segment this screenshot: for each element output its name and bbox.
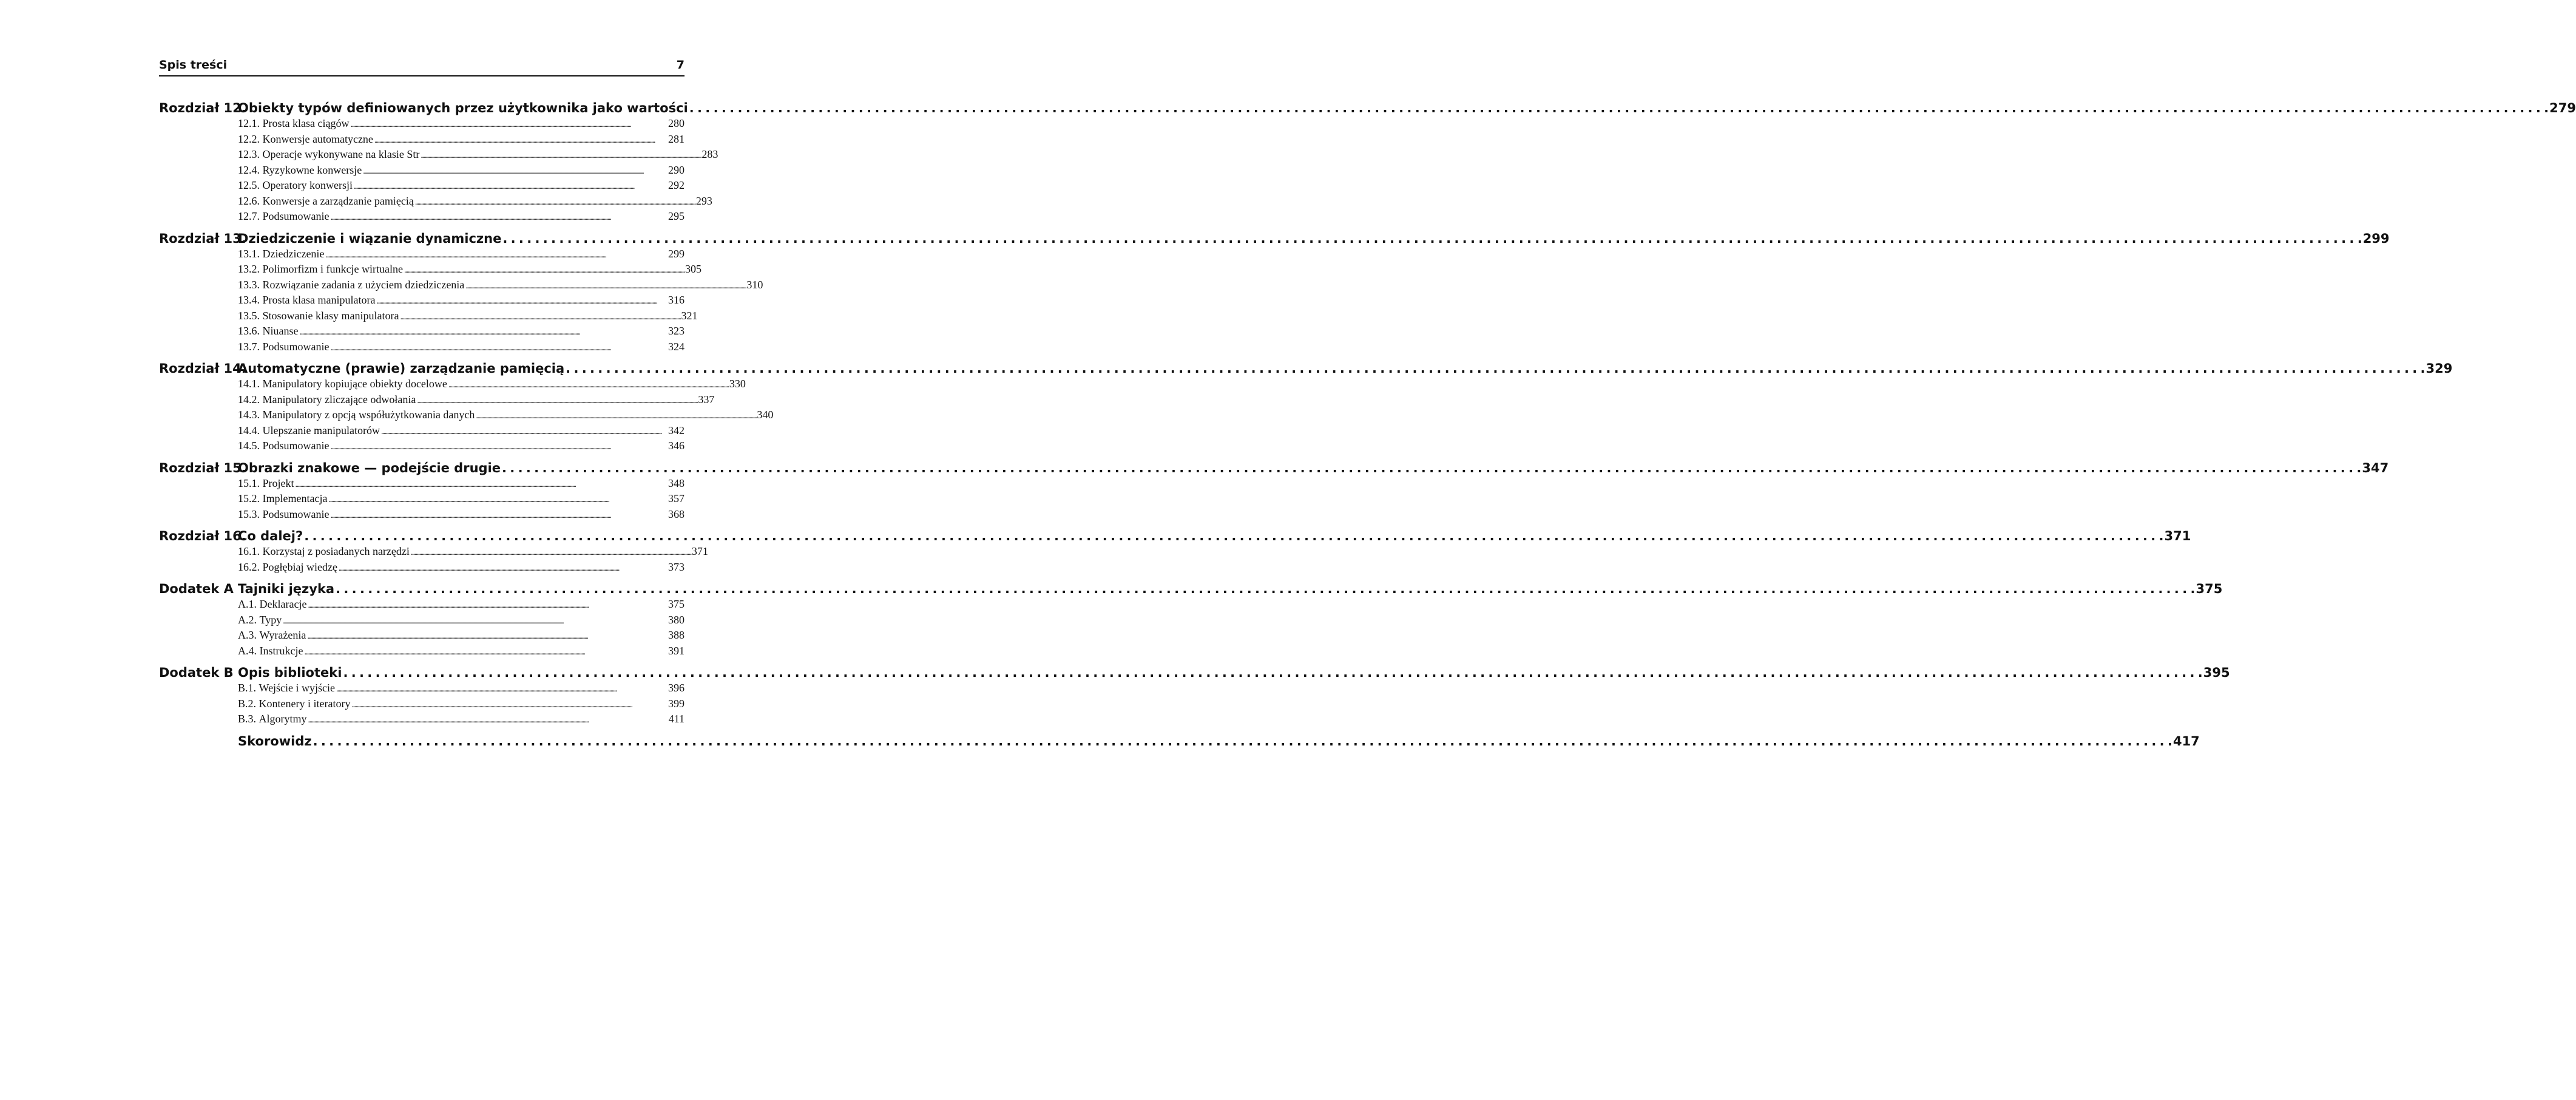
dot-leader: [421, 148, 700, 163]
section-entry: [238, 377, 746, 393]
section-entry: [238, 393, 715, 409]
toc-chapter: [159, 664, 2230, 728]
section-entry: [238, 132, 685, 148]
section-entry: [238, 262, 701, 278]
section-title: Operatory konwersji: [262, 179, 353, 191]
dot-leader: [411, 545, 691, 560]
dot-leader: [328, 492, 667, 508]
section-entry: [238, 492, 685, 508]
dot-leader: [336, 681, 667, 697]
chapter-page-number: 299: [2362, 231, 2390, 246]
section-number: 14.4.: [238, 424, 260, 436]
section-title: Operacje wykonywane na klasie Str: [262, 148, 420, 160]
section-title: Implementacja: [262, 492, 328, 504]
section-list: [238, 247, 763, 356]
section-number: 13.7.: [238, 340, 260, 353]
section-title: Manipulatory kopiujące obiekty docelowe: [262, 378, 447, 390]
dot-leader: [351, 697, 667, 713]
dot-leader: [350, 117, 667, 132]
section-page-number: 323: [668, 325, 685, 337]
dot-leader: [476, 408, 756, 424]
chapter-heading-row: [159, 528, 2191, 545]
chapter-title: Obrazki znakowe — podejście drugie: [238, 460, 501, 475]
section-title: Algorytmy: [259, 713, 307, 725]
section-title: Wejście i wyjście: [259, 682, 336, 694]
chapter-label: Dodatek B: [159, 665, 234, 680]
section-entry: [238, 178, 685, 194]
section-page-number: 299: [668, 247, 685, 260]
section-number: 14.5.: [238, 440, 260, 452]
dot-leader: [299, 324, 667, 340]
section-page-number: 281: [668, 132, 685, 145]
chapter-title: Dziedziczenie i wiązanie dynamiczne: [238, 231, 502, 246]
section-number: B.2.: [238, 697, 257, 710]
dot-leader: [283, 613, 667, 629]
section-page-number: 368: [668, 508, 685, 520]
section-number: 12.4.: [238, 163, 260, 176]
dot-leader: [381, 424, 667, 440]
section-page-number: 292: [668, 179, 685, 191]
dot-leader: [313, 733, 2172, 750]
chapter-title: Obiekty typów definiowanych przez użytkownika jako wartości: [238, 101, 688, 115]
section-page-number: 399: [668, 697, 685, 710]
dot-leader: [502, 460, 2361, 477]
section-entry: [238, 324, 685, 340]
section-title: Wyrażenia: [259, 629, 306, 641]
section-entry: [238, 247, 685, 263]
dot-leader: [331, 340, 668, 356]
section-page-number: 321: [681, 309, 698, 322]
dot-leader: [307, 628, 667, 644]
dot-leader: [336, 580, 2194, 597]
chapter-label: Rozdział 14.: [159, 361, 246, 376]
dot-leader: [343, 664, 2202, 681]
section-list: [238, 117, 718, 225]
section-list: [238, 545, 708, 575]
dot-leader: [415, 194, 695, 210]
section-title: Prosta klasa ciągów: [262, 117, 350, 129]
section-title: Instrukcje: [259, 644, 303, 657]
section-entry: [238, 293, 685, 309]
section-number: 12.3.: [238, 148, 260, 160]
section-number: 13.2.: [238, 263, 260, 275]
running-title: Spis treści: [159, 58, 228, 72]
page-number: 7: [676, 58, 685, 72]
chapter-title: Opis biblioteki: [238, 665, 342, 680]
chapter-page-number: 347: [2362, 460, 2389, 475]
section-number: 16.1.: [238, 545, 260, 557]
section-page-number: 324: [668, 340, 685, 353]
section-list: [238, 377, 774, 455]
page-header: [159, 58, 685, 76]
toc-chapter: [159, 580, 2223, 659]
chapter-heading-row: [159, 460, 2389, 477]
section-entry: [238, 681, 685, 697]
section-entry: [238, 278, 763, 294]
section-page-number: 346: [668, 440, 685, 452]
dot-leader: [502, 230, 2361, 247]
section-list: [238, 681, 685, 728]
section-number: 13.4.: [238, 294, 260, 306]
section-title: Podsumowanie: [262, 508, 330, 520]
section-list: [238, 477, 685, 523]
section-title: Podsumowanie: [262, 340, 330, 353]
section-page-number: 375: [668, 598, 685, 610]
section-entry: [238, 163, 685, 179]
section-page-number: 411: [668, 713, 685, 725]
section-entry: [238, 117, 685, 132]
section-title: Dziedziczenie: [262, 247, 325, 260]
section-page-number: 388: [668, 629, 685, 641]
section-entry: [238, 209, 685, 225]
section-title: Konwersje automatyczne: [262, 132, 373, 145]
section-title: Manipulatory z opcją współużytkowania danych: [262, 409, 475, 421]
section-title: Korzystaj z posiadanych narzędzi: [262, 545, 410, 557]
section-number: B.3.: [238, 713, 257, 725]
section-page-number: 295: [668, 210, 685, 222]
section-number: 12.2.: [238, 132, 260, 145]
section-title: Deklaracje: [259, 598, 307, 610]
section-number: 12.6.: [238, 194, 260, 207]
section-entry: [238, 340, 685, 356]
section-entry: [238, 309, 698, 325]
dot-leader: [376, 293, 667, 309]
section-entry: [238, 439, 685, 455]
section-page-number: 330: [729, 378, 746, 390]
toc-chapter: [159, 100, 2576, 225]
chapter-label: Rozdział 13.: [159, 231, 246, 246]
dot-leader: [448, 377, 728, 393]
section-title: Prosta klasa manipulatora: [262, 294, 376, 306]
toc-chapter: [159, 360, 2453, 455]
chapter-label: Rozdział 16.: [159, 529, 246, 543]
chapter-label: Rozdział 15.: [159, 460, 246, 475]
section-number: 13.6.: [238, 325, 260, 337]
chapter-page-number: 375: [2196, 582, 2223, 596]
chapter-heading-row: [159, 580, 2223, 597]
section-title: Pogłębiaj wiedzę: [262, 560, 337, 573]
section-page-number: 290: [668, 163, 685, 176]
section-title: Polimorfizm i funkcje wirtualne: [262, 263, 403, 275]
section-entry: [238, 508, 685, 523]
dot-leader: [308, 597, 667, 613]
chapter-page-number: 395: [2203, 665, 2230, 680]
toc-chapter: [159, 230, 2390, 356]
section-page-number: 371: [691, 545, 708, 557]
section-title: Projekt: [262, 477, 294, 489]
chapter-title: Skorowidz: [238, 733, 312, 749]
section-entry: [238, 545, 708, 560]
section-number: 12.5.: [238, 179, 260, 191]
section-page-number: 337: [698, 393, 715, 406]
chapter-page-number: 279: [2549, 101, 2576, 115]
section-page-number: 316: [668, 294, 685, 306]
chapter-title: Co dalej?: [238, 529, 303, 543]
dot-leader: [304, 644, 667, 660]
section-page-number: 293: [695, 194, 712, 207]
section-number: A.1.: [238, 598, 257, 610]
section-number: 15.3.: [238, 508, 260, 520]
section-number: 14.3.: [238, 409, 260, 421]
section-entry: [238, 424, 685, 440]
chapter-heading-row: [159, 100, 2576, 117]
section-title: Niuanse: [262, 325, 299, 337]
dot-leader: [374, 132, 667, 148]
dot-leader: [339, 560, 667, 576]
section-page-number: 283: [701, 148, 718, 160]
chapter-heading-row: [159, 733, 2200, 750]
section-title: Typy: [259, 613, 282, 626]
section-number: 12.7.: [238, 210, 260, 222]
dot-leader: [465, 278, 745, 294]
dot-leader: [417, 393, 697, 409]
table-of-contents: [159, 100, 2576, 755]
toc-chapter: [159, 733, 2200, 750]
section-number: 13.1.: [238, 247, 260, 260]
section-entry: [238, 148, 718, 163]
section-title: Rozwiązanie zadania z użyciem dziedziczenia: [262, 278, 465, 291]
dot-leader: [304, 528, 2163, 545]
dot-leader: [325, 247, 667, 263]
section-page-number: 310: [746, 278, 763, 291]
section-page-number: 357: [668, 492, 685, 504]
dot-leader: [296, 477, 668, 492]
section-number: 15.1.: [238, 477, 260, 489]
section-page-number: 396: [668, 682, 685, 694]
section-number: 15.2.: [238, 492, 260, 504]
section-entry: [238, 597, 685, 613]
section-page-number: 391: [668, 644, 685, 657]
section-number: 16.2.: [238, 560, 260, 573]
section-entry: [238, 560, 685, 576]
section-number: 12.1.: [238, 117, 260, 129]
section-page-number: 340: [757, 409, 774, 421]
chapter-page-number: 417: [2172, 733, 2200, 749]
section-entry: [238, 712, 685, 728]
dot-leader: [331, 209, 668, 225]
dot-leader: [689, 100, 2548, 117]
toc-chapter: [159, 460, 2389, 523]
section-title: Stosowanie klasy manipulatora: [262, 309, 399, 322]
chapter-heading-row: [159, 230, 2390, 247]
section-page-number: 280: [668, 117, 685, 129]
dot-leader: [363, 163, 667, 179]
section-title: Podsumowanie: [262, 210, 330, 222]
section-entry: [238, 613, 685, 629]
section-number: A.4.: [238, 644, 257, 657]
chapter-title: Automatyczne (prawie) zarządzanie pamięcią: [238, 361, 565, 376]
section-entry: [238, 697, 685, 713]
section-entry: [238, 477, 685, 492]
dot-leader: [331, 508, 668, 523]
chapter-label: Dodatek A: [159, 582, 234, 596]
section-page-number: 348: [668, 477, 685, 489]
section-title: Manipulatory zliczające odwołania: [262, 393, 416, 406]
chapter-title: Tajniki języka: [238, 582, 335, 596]
section-title: Ryzykowne konwersje: [262, 163, 362, 176]
dot-leader: [566, 360, 2424, 377]
dot-leader: [331, 439, 668, 455]
section-title: Konwersje a zarządzanie pamięcią: [262, 194, 414, 207]
section-list: [238, 597, 685, 659]
section-number: B.1.: [238, 682, 257, 694]
section-number: 14.1.: [238, 378, 260, 390]
chapter-page-number: 371: [2164, 529, 2191, 543]
section-entry: [238, 194, 712, 210]
section-number: 14.2.: [238, 393, 260, 406]
section-page-number: 305: [685, 263, 701, 275]
section-page-number: 342: [668, 424, 685, 436]
section-page-number: 373: [668, 560, 685, 573]
chapter-page-number: 329: [2426, 361, 2453, 376]
chapter-heading-row: [159, 360, 2453, 377]
section-entry: [238, 628, 685, 644]
dot-leader: [404, 262, 684, 278]
section-entry: [238, 644, 685, 660]
section-title: Ulepszanie manipulatorów: [262, 424, 380, 436]
section-page-number: 380: [668, 613, 685, 626]
chapter-heading-row: [159, 664, 2230, 681]
section-number: 13.3.: [238, 278, 260, 291]
dot-leader: [400, 309, 680, 325]
dot-leader: [354, 178, 667, 194]
section-entry: [238, 408, 774, 424]
section-number: A.3.: [238, 629, 257, 641]
section-title: Podsumowanie: [262, 440, 330, 452]
section-title: Kontenery i iteratory: [259, 697, 351, 710]
chapter-label: Rozdział 12.: [159, 101, 246, 115]
section-number: A.2.: [238, 613, 257, 626]
toc-chapter: [159, 528, 2191, 575]
dot-leader: [308, 712, 668, 728]
section-number: 13.5.: [238, 309, 260, 322]
